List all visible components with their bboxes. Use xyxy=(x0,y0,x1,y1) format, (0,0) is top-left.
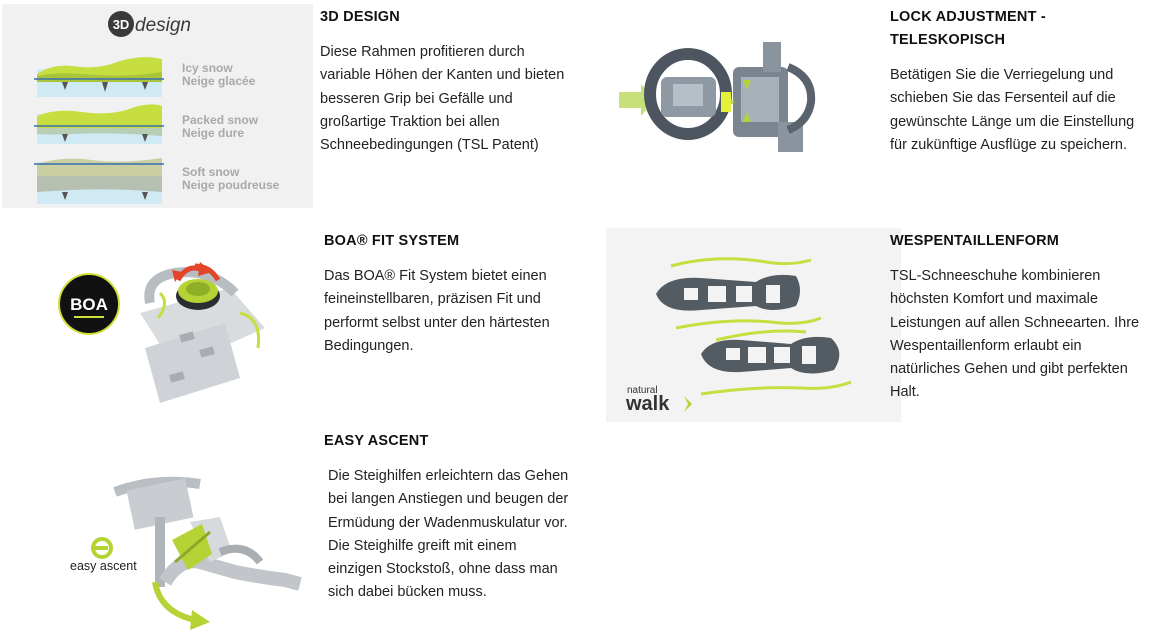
natural-walk-logo xyxy=(625,385,692,415)
feature-boa-fit-system xyxy=(324,230,564,358)
svg-text:3D: 3D xyxy=(112,17,130,32)
feature-easy-ascent xyxy=(324,430,569,605)
feature-description: TSL-Schneeschuhe kombinieren höchsten Komfort und maximale Leistungen auf allen Schneearten. Ihre Wespentaillenform erlaubt ein natürliches Gehen und gibt perfekten Halt. xyxy=(890,268,1140,401)
svg-text:design: design xyxy=(135,15,191,36)
snow-label-packed-en: Packed snow xyxy=(182,113,259,127)
feature-title: EASY ASCENT xyxy=(324,433,429,449)
image-boa-fit-system xyxy=(50,258,280,408)
image-wasp-waist xyxy=(606,228,901,422)
3d-design-logo xyxy=(108,11,191,37)
snow-label-icy-fr: Neige glacée xyxy=(182,74,256,88)
feature-description: Das BOA® Fit System bietet einen feineinstellbaren, präzisen Fit und performt selbst unter den härtesten Bedingungen. xyxy=(324,268,550,354)
image-3d-design xyxy=(2,4,313,208)
image-lock-adjustment xyxy=(613,22,828,187)
feature-wasp-waist xyxy=(890,230,1152,405)
snow-label-soft-fr: Neige poudreuse xyxy=(182,178,280,192)
feature-lock-adjustment xyxy=(890,6,1152,157)
snow-label-soft-en: Soft snow xyxy=(182,165,240,179)
feature-title-line2: TELESKOPISCH xyxy=(890,32,1006,48)
easy-ascent-logo xyxy=(70,539,137,573)
feature-description: Betätigen Sie die Verriegelung und schieben Sie das Fersenteil auf die gewünschte Länge um die Einstellung für zukünftige Ausflüge zu speichern. xyxy=(890,67,1135,153)
svg-text:easy ascent: easy ascent xyxy=(70,559,137,573)
image-easy-ascent xyxy=(60,462,322,634)
feature-description: Diese Rahmen profitieren durch variable Höhen der Kanten und bieten besseren Grip bei Gefälle und großartige Traktion bei allen Schneebedingungen (TSL Patent) xyxy=(320,44,565,154)
svg-text:BOA: BOA xyxy=(70,295,108,314)
boa-logo xyxy=(59,274,119,334)
svg-text:natural: natural xyxy=(627,385,658,396)
feature-title: BOA® FIT SYSTEM xyxy=(324,233,460,249)
snow-label-icy-en: Icy snow xyxy=(182,61,233,75)
feature-title: 3D DESIGN xyxy=(320,9,400,25)
svg-text:walk: walk xyxy=(626,393,670,415)
feature-3d-design xyxy=(320,6,565,157)
feature-title: WESPENTAILLENFORM xyxy=(890,233,1060,249)
feature-title-line1: LOCK ADJUSTMENT - xyxy=(890,9,1046,25)
snow-label-packed-fr: Neige dure xyxy=(182,126,245,140)
feature-description: Die Steighilfen erleichtern das Gehen bei langen Anstiegen und beugen der Ermüdung der Wadenmuskulatur vor. Die Steighilfe greift mit einem einzigen Stockstoß, ohne dass man sich dabei bücken muss. xyxy=(328,468,569,601)
